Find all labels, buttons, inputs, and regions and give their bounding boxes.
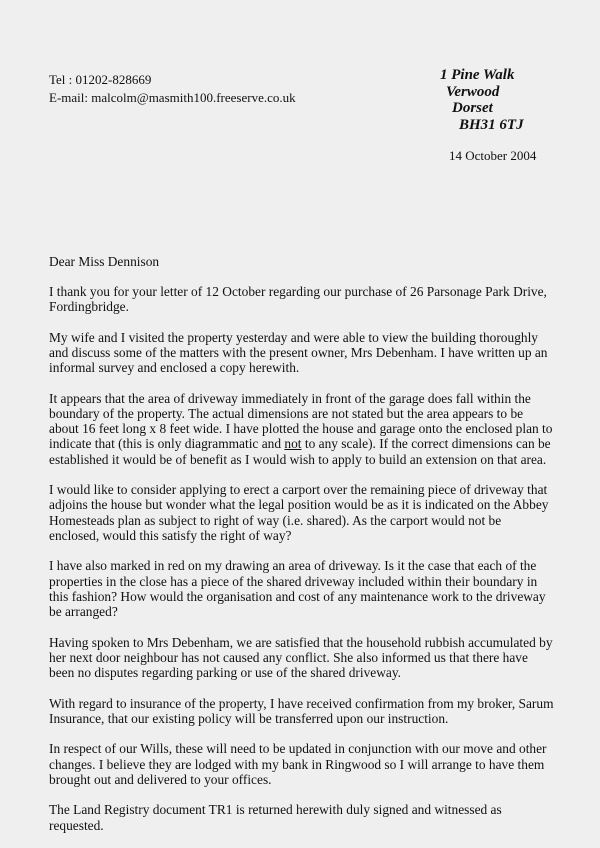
address-line-3: Dorset: [452, 100, 493, 116]
paragraph-wills: In respect of our Wills, these will need to be updated in conjunction with our move and other changes. I believe they are lodged with my bank in Ringwood so I will arrange to have them brought out and delivered to your offices.: [49, 741, 547, 787]
letter-date: 14 October 2004: [449, 148, 537, 163]
sender-address-block: [440, 67, 524, 133]
paragraph-carport: I would like to consider applying to erect a carport over the remaining piece of driveway that adjoins the house but wonder what the legal position would be as it is indicated on the Abbey Homesteads plan as subject to right of way (i.e. shared). As the carport would not be enclosed, would this satisfy the right of way?: [49, 482, 549, 543]
paragraph-driveway-area: [49, 391, 554, 467]
underlined-not: not: [284, 436, 302, 452]
address-line-1: 1 Pine Walk: [440, 67, 515, 83]
paragraph-insurance: With regard to insurance of the property, I have received confirmation from my broker, Sarum Insurance, that our existing policy will be transferred upon our instruction.: [49, 695, 554, 726]
paragraph-neighbour: Having spoken to Mrs Debenham, we are satisfied that the household rubbish accumulated by her next door neighbour has not caused any conflict. She also informed us that there have been no disputes regarding parking or use of the shared driveway.: [49, 634, 553, 681]
paragraph-driveway-text-1: It appears that the area of driveway immediately in front of the garage does fall within the boundary of the property. The actual dimensions are not stated but the area appears to be about 16 feet long x 8 feet wide. I have plotted the house and garage onto the enclosed plan to indicate that (this is only diagrammatic and: [49, 390, 553, 452]
email-address: E-mail: malcolm@masmith100.freeserve.co.uk: [49, 90, 296, 105]
paragraph-shared-driveway: I have also marked in red on my drawing an area of driveway. Is it the case that each of the properties in the close has a piece of the shared driveway included within their boundary in this fashion? How would the organisation and cost of any maintenance work to the driveway be arranged?: [49, 558, 546, 620]
letter-body: [49, 284, 554, 848]
salutation: Dear Miss Dennison: [49, 254, 160, 269]
sender-contact-block: [49, 71, 296, 107]
address-line-2: Verwood: [446, 83, 500, 100]
address-postcode: BH31 6TJ: [459, 116, 524, 133]
paragraph-driveway-text-2: to any scale). If the correct dimensions can be established it would be of benefit as I would wish to apply to build an extension on that area.: [49, 436, 551, 467]
telephone-number: Tel : 01202-828669: [49, 72, 152, 87]
paragraph-visit: My wife and I visited the property yesterday and were able to view the building thoroughly and discuss some of the matters with the present owner, Mrs Debenham. I have written up an informal survey and enclosed a copy herewith.: [49, 329, 548, 376]
paragraph-purchase: I thank you for your letter of 12 October regarding our purchase of 26 Parsonage Park Drive, Fordingbridge.: [49, 284, 547, 315]
paragraph-land-registry: The Land Registry document TR1 is returned herewith duly signed and witnessed as requested.: [49, 802, 502, 833]
